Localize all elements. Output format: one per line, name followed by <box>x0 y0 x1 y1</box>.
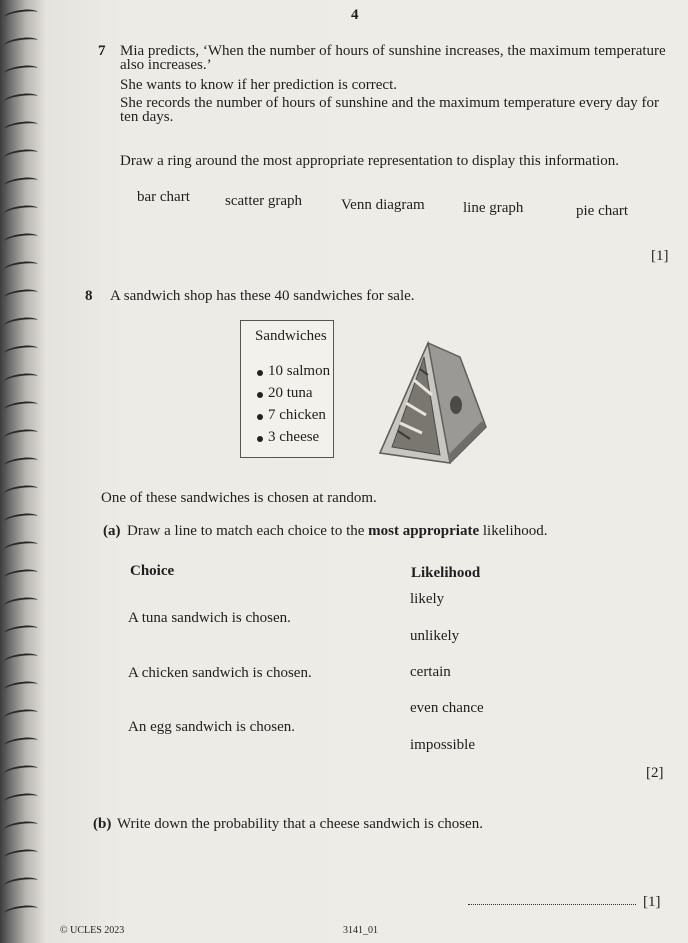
q8-number: 8 <box>85 288 93 304</box>
part-a-marks: [2] <box>646 765 664 781</box>
sandwich-pack-image <box>370 335 500 470</box>
part-a-label: (a) <box>103 523 121 539</box>
spiral-binding <box>0 0 46 943</box>
likelihood-header: Likelihood <box>411 565 481 581</box>
part-b-text: Write down the probability that a cheese sandwich is chosen. <box>117 816 483 832</box>
part-a-text: Draw a line to match each choice to the most appropriate likelihood. <box>127 523 548 539</box>
option-bar-chart[interactable]: bar chart <box>137 189 190 205</box>
bullet-icon <box>257 414 263 420</box>
likelihood-unlikely[interactable]: unlikely <box>410 628 460 644</box>
q7-line-4: She records the number of hours of sunshine and the maximum temperature every day for <box>120 95 660 111</box>
bullet-icon <box>257 436 263 442</box>
choice-egg[interactable]: An egg sandwich is chosen. <box>128 719 296 735</box>
choice-header: Choice <box>130 563 175 579</box>
bullet-icon <box>257 392 263 398</box>
menu-item-tuna: 20 tuna <box>268 385 313 401</box>
part-b-label: (b) <box>93 816 112 832</box>
q7-instruction: Draw a ring around the most appropriate representation to display this information. <box>120 153 620 169</box>
option-line-graph[interactable]: line graph <box>463 200 524 216</box>
q8-intro: A sandwich shop has these 40 sandwiches for sale. <box>110 288 415 304</box>
q7-line-5: ten days. <box>120 109 174 125</box>
menu-title: Sandwiches <box>255 328 327 344</box>
likelihood-likely[interactable]: likely <box>410 591 445 607</box>
option-pie-chart[interactable]: pie chart <box>576 203 629 219</box>
bullet-icon <box>257 370 263 376</box>
q7-line-3: She wants to know if her prediction is correct. <box>120 77 398 93</box>
part-b-marks: [1] <box>643 894 661 910</box>
choice-tuna[interactable]: A tuna sandwich is chosen. <box>128 610 291 626</box>
likelihood-certain[interactable]: certain <box>410 664 451 680</box>
q7-line-1: Mia predicts, ‘When the number of hours of sunshine increases, the maximum temperature <box>120 43 666 59</box>
menu-item-cheese: 3 cheese <box>268 429 320 445</box>
q7-number: 7 <box>98 43 106 59</box>
q8-chosen-text: One of these sandwiches is chosen at random. <box>101 490 377 506</box>
choice-chicken[interactable]: A chicken sandwich is chosen. <box>128 665 312 681</box>
footer-copyright: © UCLES 2023 <box>60 925 125 936</box>
footer-code: 3141_01 <box>343 925 378 936</box>
menu-item-chicken: 7 chicken <box>268 407 326 423</box>
likelihood-even-chance[interactable]: even chance <box>410 700 484 716</box>
likelihood-impossible[interactable]: impossible <box>410 737 476 753</box>
page-number: 4 <box>351 7 359 23</box>
answer-line[interactable] <box>468 904 636 905</box>
menu-item-salmon: 10 salmon <box>268 363 331 379</box>
q7-line-2: also increases.’ <box>120 57 212 73</box>
option-scatter-graph[interactable]: scatter graph <box>225 193 303 209</box>
q7-marks: [1] <box>651 248 669 264</box>
option-venn-diagram[interactable]: Venn diagram <box>341 197 425 213</box>
